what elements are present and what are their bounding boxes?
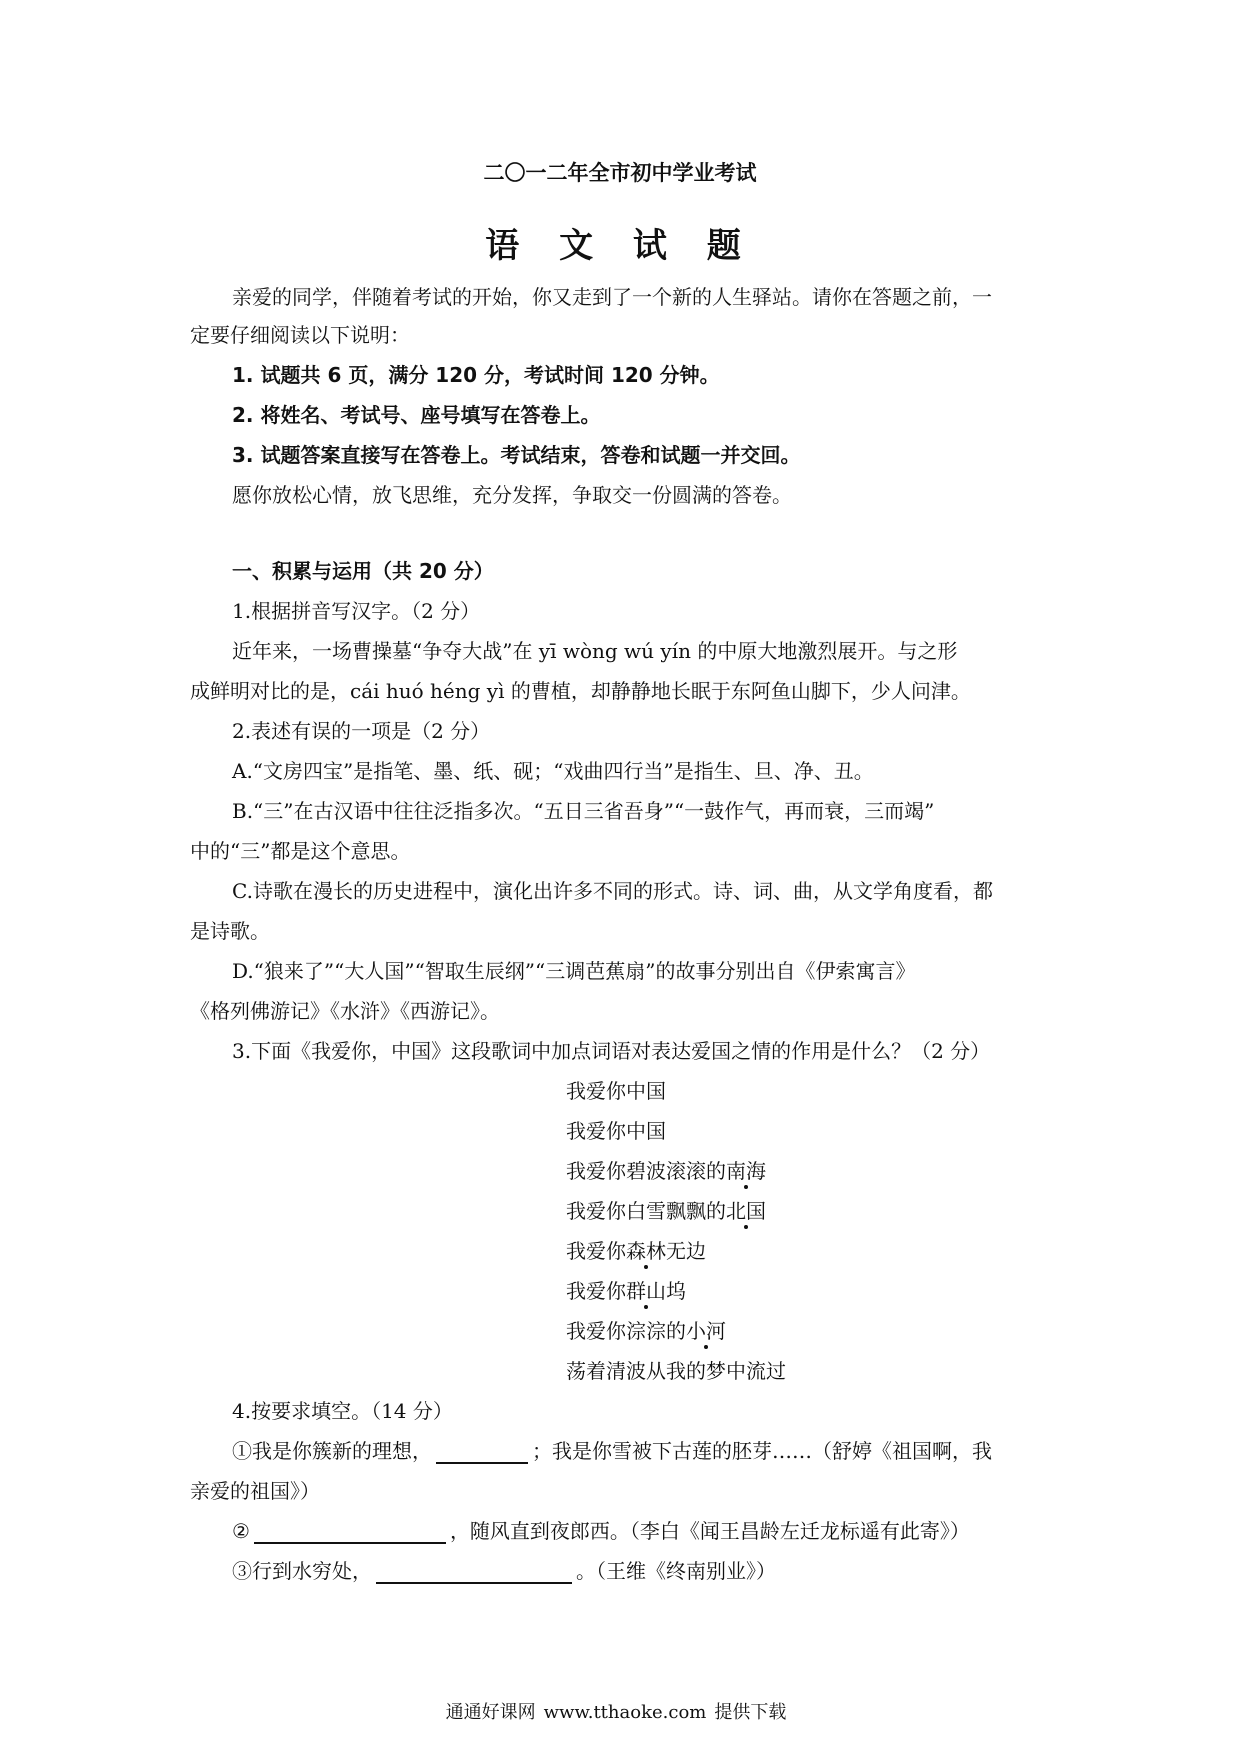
lyric-line-3 [566, 1158, 766, 1184]
exam-name: 二〇一二年全市初中学业考试 [483, 160, 757, 185]
section-heading: 一、积累与运用（共 20 分） [232, 559, 494, 583]
dotted-word: 小河 [686, 1319, 726, 1343]
lyric-text: 无边 [666, 1239, 706, 1263]
q2-option-b-line-2: 中的“三”都是这个意思。 [190, 839, 411, 863]
answer-blank [254, 1520, 446, 1544]
lyric-text: 我爱你淙淙的 [566, 1319, 686, 1343]
q2-option-d-line-2: 《格列佛游记》《水浒》《西游记》。 [190, 999, 500, 1023]
footer-site-name: 通通好课网 [445, 1702, 536, 1723]
q4-item-1-cont: 亲爱的祖国》） [190, 1479, 320, 1503]
lyric-line-8: 荡着清波从我的梦中流过 [566, 1359, 786, 1383]
q2-title: 2.表述有误的一项是（2 分） [232, 719, 491, 743]
q2-option-c-line-1: C.诗歌在漫长的历史进程中，演化出许多不同的形式。诗、词、曲，从文学角度看，都 [232, 879, 993, 903]
answer-blank [376, 1560, 572, 1584]
dotted-word: 北国 [726, 1199, 766, 1223]
lyric-line-1: 我爱你中国 [566, 1079, 666, 1103]
q2-option-d-line-1: D.“狼来了”“大人国”“智取生辰纲”“三调芭蕉扇”的故事分别出自《伊索寓言》 [232, 959, 916, 983]
rule-2: 2. 将姓名、考试号、座号填写在答卷上。 [232, 403, 601, 427]
answer-blank [436, 1440, 528, 1464]
q2-option-b-line-1: B.“三”在古汉语中往往泛指多次。“五日三省吾身”“一鼓作气，再而衰，三而竭” [232, 799, 935, 823]
footer-note: 提供下载 [714, 1702, 787, 1723]
q1-title: 1.根据拼音写汉字。（2 分） [232, 599, 481, 623]
q1-line-2: 成鲜明对比的是，cái huó héng yì 的曹植，却静静地长眠于东阿鱼山脚下，少人问津。 [190, 679, 971, 703]
intro-line-2: 定要仔细阅读以下说明： [190, 323, 410, 347]
lyric-line-7 [566, 1318, 726, 1344]
q1-line-1: 近年来，一场曹操墓“争夺大战”在 yī wòng wú yín 的中原大地激烈展开。与之形 [232, 639, 958, 663]
footer-url: www.tthaoke.com [543, 1702, 707, 1723]
dotted-word: 南海 [726, 1159, 766, 1183]
q4-text: ，随风直到夜郎西。（李白《闻王昌龄左迁龙标遥有此寄》） [449, 1519, 970, 1543]
intro-wish: 愿你放松心情，放飞思维，充分发挥，争取交一份圆满的答卷。 [232, 483, 792, 507]
lyric-text: 我爱你 [566, 1239, 626, 1263]
rule-1: 1. 试题共 6 页，满分 120 分，考试时间 120 分钟。 [232, 363, 720, 387]
intro-line-1: 亲爱的同学，伴随着考试的开始，你又走到了一个新的人生驿站。请你在答题之前，一 [232, 285, 992, 309]
page-footer [0, 1700, 1240, 1726]
q4-item-2 [232, 1518, 970, 1544]
lyric-text: 坞 [666, 1279, 686, 1303]
q4-text: 。（王维《终南别业》） [576, 1559, 776, 1583]
lyric-text: 我爱你 [566, 1279, 626, 1303]
q4-title: 4.按要求填空。（14 分） [232, 1399, 453, 1423]
lyric-line-2: 我爱你中国 [566, 1119, 666, 1143]
q4-item-3 [232, 1558, 776, 1584]
q4-text: ③行到水穷处， [232, 1559, 372, 1583]
q4-text: ② [232, 1519, 250, 1543]
lyric-line-4 [566, 1198, 766, 1224]
q2-option-a: A.“文房四宝”是指笔、墨、纸、砚；“戏曲四行当”是指生、旦、净、丑。 [232, 759, 874, 783]
q4-text: ；我是你雪被下古莲的胚芽……（舒婷《祖国啊，我 [532, 1439, 992, 1463]
lyric-text: 我爱你白雪飘飘的 [566, 1199, 726, 1223]
q2-option-c-line-2: 是诗歌。 [190, 919, 270, 943]
dotted-word: 群山 [626, 1279, 666, 1303]
lyric-line-6 [566, 1278, 686, 1304]
q4-item-1 [232, 1438, 992, 1464]
lyric-line-5 [566, 1238, 706, 1264]
q4-text: ①我是你簇新的理想， [232, 1439, 432, 1463]
lyric-text: 我爱你碧波滚滚的 [566, 1159, 726, 1183]
rule-3: 3. 试题答案直接写在答卷上。考试结束，答卷和试题一并交回。 [232, 443, 801, 467]
dotted-word: 森林 [626, 1239, 666, 1263]
page-title: 语 文 试 题 [485, 226, 755, 266]
q3-title: 3.下面《我爱你，中国》这段歌词中加点词语对表达爱国之情的作用是什么？（2 分） [232, 1039, 991, 1063]
